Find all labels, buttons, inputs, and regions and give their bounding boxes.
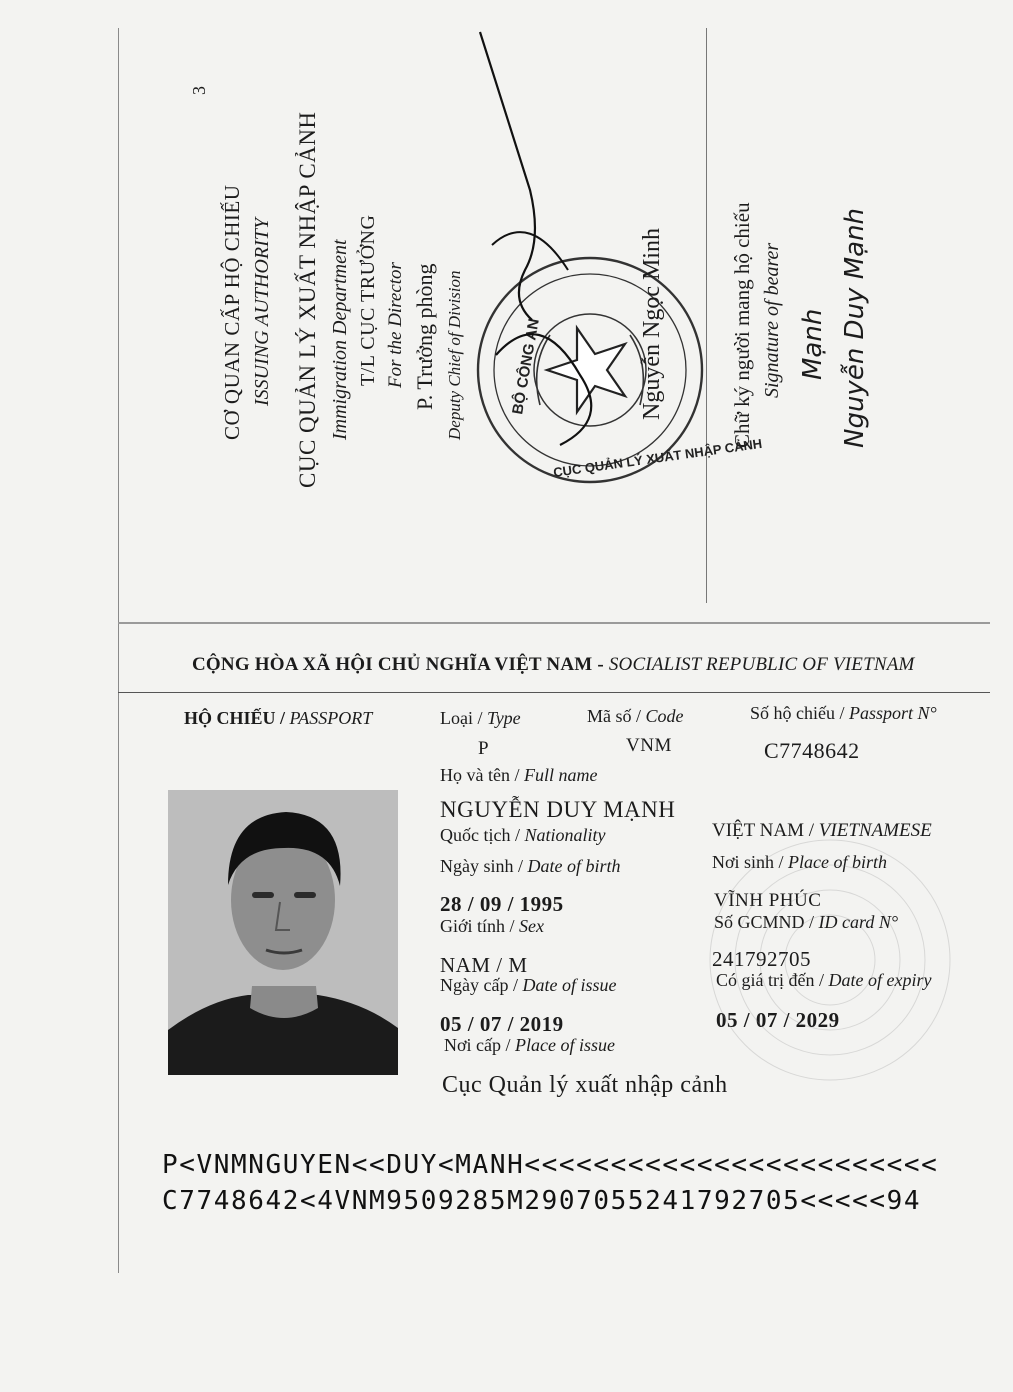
label-type: Loại / Type xyxy=(440,708,521,728)
label-id-card: Số GCMND / ID card N° xyxy=(714,912,899,932)
value-date-of-issue: 05 / 07 / 2019 xyxy=(440,1012,564,1036)
deputy-en: Deputy Chief of Division xyxy=(445,270,464,440)
bearer-signature-en: Signature of bearer xyxy=(761,242,783,398)
portrait-image xyxy=(168,790,398,1075)
label-date-of-expiry: Có giá trị đến / Date of expiry xyxy=(716,970,932,990)
bearer-handwriting-short: Mạnh xyxy=(798,308,828,380)
label-passport-number: Số hộ chiếu / Passport N° xyxy=(750,703,937,723)
value-place-of-issue: Cục Quản lý xuất nhập cảnh xyxy=(442,1072,728,1098)
page-fold-line xyxy=(118,622,990,624)
value-type: P xyxy=(478,738,490,759)
mrz-line-2: C7748642<4VNM9509285M2907055241792705<<<<<94 xyxy=(162,1186,922,1216)
label-nationality: Quốc tịch / Nationality xyxy=(440,825,606,845)
country-header: CỘNG HÒA XÃ HỘI CHỦ NGHĨA VIỆT NAM - SOCIALIST REPUBLIC OF VIETNAM xyxy=(192,654,915,675)
value-nationality: VIỆT NAM / VIETNAMESE xyxy=(712,820,932,841)
value-date-of-birth: 28 / 09 / 1995 xyxy=(440,892,564,916)
bearer-portrait xyxy=(168,790,398,1075)
seal-bottom-text: CỤC QUẢN LÝ XUẤT NHẬP CẢNH xyxy=(552,435,764,480)
value-id-card: 241792705 xyxy=(712,947,811,971)
for-director-vi: T/L CỤC TRƯỞNG xyxy=(357,214,379,386)
seal-top-text: BỘ CÔNG AN xyxy=(509,317,543,416)
label-place-of-issue: Nơi cấp / Place of issue xyxy=(444,1035,615,1055)
security-watermark xyxy=(700,830,960,1090)
label-place-of-birth: Nơi sinh / Place of birth xyxy=(712,852,888,872)
value-sex: NAM / M xyxy=(440,953,528,977)
header-divider xyxy=(118,692,990,693)
label-code: Mã số / Code xyxy=(587,706,684,726)
bearer-signature-vi: Chữ ký người mang hộ chiếu xyxy=(730,202,754,448)
for-director-en: For the Director xyxy=(385,262,406,388)
value-place-of-birth: VĨNH PHÚC xyxy=(714,890,822,911)
value-date-of-expiry: 05 / 07 / 2029 xyxy=(716,1008,840,1032)
label-date-of-issue: Ngày cấp / Date of issue xyxy=(440,975,617,995)
officer-signature xyxy=(470,30,610,330)
value-full-name: NGUYỄN DUY MẠNH xyxy=(440,797,676,822)
deputy-vi: P. Trưởng phòng xyxy=(412,263,437,410)
label-full-name: Họ và tên / Full name xyxy=(440,765,598,785)
label-date-of-birth: Ngày sinh / Date of birth xyxy=(440,856,621,876)
department-vi: CỤC QUẢN LÝ XUẤT NHẬP CẢNH xyxy=(295,111,320,488)
value-passport-number: C7748642 xyxy=(764,738,860,763)
department-en: Immigration Department xyxy=(329,239,351,440)
label-sex: Giới tính / Sex xyxy=(440,916,545,936)
bearer-handwriting-full: Nguyễn Duy Mạnh xyxy=(840,207,870,448)
page-number: 3 xyxy=(189,86,209,95)
authority-vi: CƠ QUAN CẤP HỘ CHIẾU xyxy=(220,184,244,440)
value-code: VNM xyxy=(626,735,672,756)
officer-name: Nguyễn Ngọc Minh xyxy=(639,228,665,420)
authority-en: ISSUING AUTHORITY xyxy=(251,218,273,406)
label-passport: HỘ CHIẾU / PASSPORT xyxy=(184,708,373,728)
mrz-line-1: P<VNMNGUYEN<<DUY<MANH<<<<<<<<<<<<<<<<<<<<<<<< xyxy=(162,1150,939,1180)
